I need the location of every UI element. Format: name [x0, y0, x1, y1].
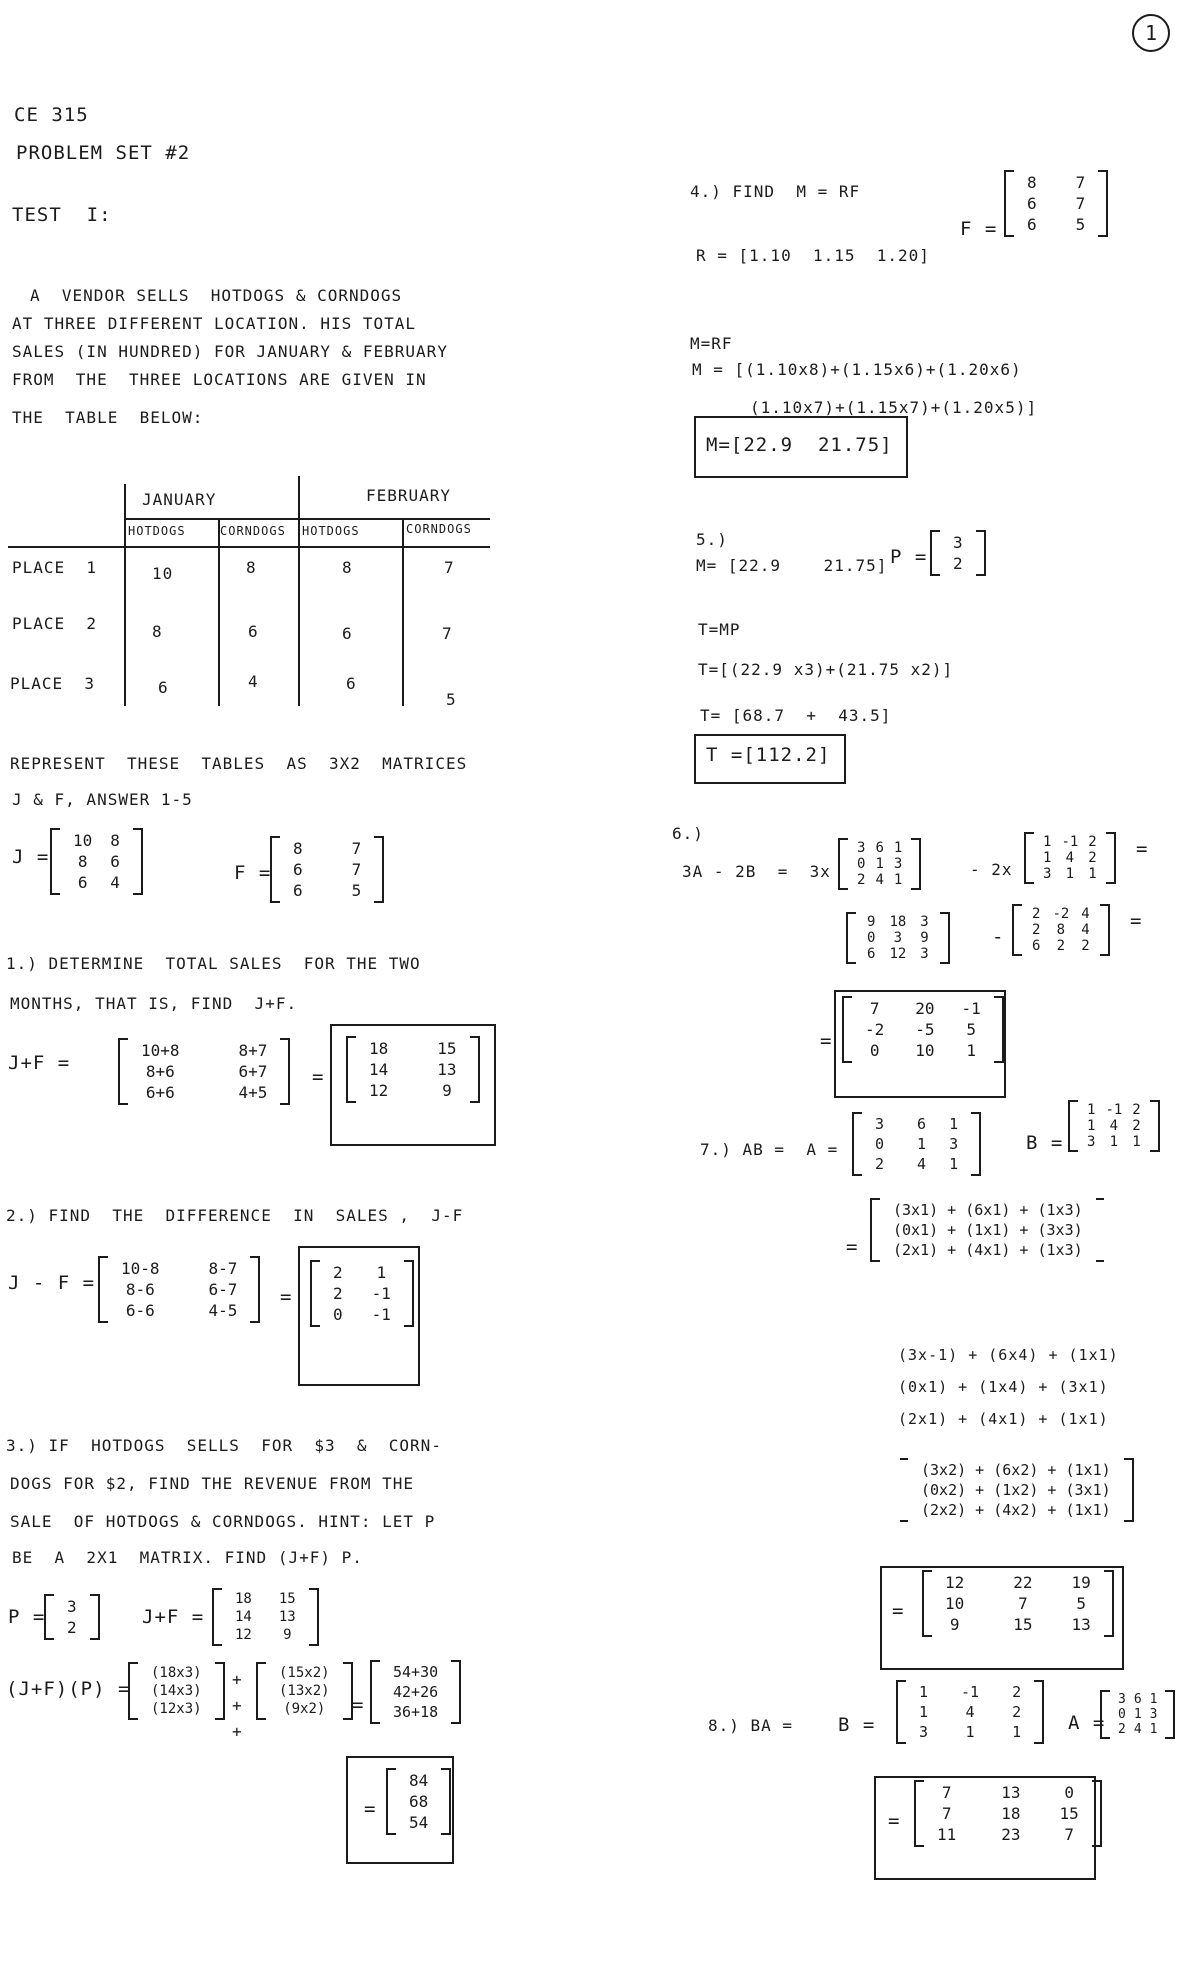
matrix-cell: 8-7: [208, 1259, 238, 1278]
matrix-cell: 1: [1132, 1134, 1141, 1150]
course-code: CE 315: [14, 104, 89, 126]
q4-f-label: F =: [960, 218, 998, 240]
q6-expression: 3A - 2B = 3x: [682, 862, 831, 881]
month-february: FEBRUARY: [366, 486, 452, 505]
matrix-cell: 2: [1132, 1102, 1141, 1118]
matrix-cell: (12x3): [151, 1701, 202, 1717]
matrix-cell: 0: [1118, 1707, 1126, 1722]
matrix-j-label: J =: [12, 846, 50, 868]
matrix-cell: 2: [1056, 938, 1066, 954]
matrix-cell: 1: [1149, 1722, 1158, 1737]
matrix-cell: 2: [1118, 1722, 1126, 1737]
matrix-cell: 9: [867, 914, 876, 930]
matrix-cell: 4: [965, 1703, 975, 1721]
matrix-cell: 3: [1149, 1707, 1158, 1722]
matrix-cell: 15: [437, 1039, 457, 1058]
matrix-cell: (18x3): [151, 1665, 202, 1681]
matrix-cell: (3x1) + (6x1) + (1x3): [893, 1201, 1083, 1219]
matrix-cell: 6: [293, 860, 303, 879]
matrix-cell: 4: [917, 1155, 927, 1173]
q2-label: J - F =: [8, 1272, 96, 1294]
matrix-cell: 4: [1133, 1722, 1142, 1737]
col-header: HOTDOGS: [302, 524, 360, 538]
matrix-cell: -1: [961, 999, 981, 1018]
q8-a-matrix: [1100, 1690, 1175, 1739]
matrix-cell: 1: [893, 840, 903, 856]
q1-label: J+F =: [8, 1052, 71, 1074]
q3-text: BE A 2X1 MATRIX. FIND (J+F) P.: [12, 1548, 363, 1567]
matrix-cell: 42+26: [393, 1683, 439, 1701]
matrix-cell: 2: [1012, 1703, 1022, 1721]
matrix-cell: 1: [1109, 1134, 1119, 1150]
q3-text: SALE OF HOTDOGS & CORNDOGS. HINT: LET P: [10, 1512, 436, 1531]
matrix-cell: 1: [1012, 1723, 1022, 1741]
q2-text: 2.) FIND THE DIFFERENCE IN SALES , J-F: [6, 1206, 464, 1225]
matrix-cell: 3: [67, 1597, 77, 1616]
matrix-cell: (2x2) + (4x2) + (1x1): [921, 1501, 1111, 1519]
plus-sign: +: [232, 1696, 243, 1715]
matrix-cell: 12: [369, 1081, 389, 1100]
q6-result-matrix: [842, 996, 1004, 1063]
matrix-j: [50, 828, 143, 895]
matrix-cell: -5: [915, 1020, 935, 1039]
matrix-cell: 1: [1133, 1707, 1142, 1722]
matrix-cell: 4: [110, 873, 120, 892]
q4-f-matrix: [1004, 170, 1108, 237]
matrix-cell: 8-6: [125, 1280, 155, 1299]
matrix-cell: 12: [945, 1573, 965, 1592]
matrix-cell: 2: [1012, 1683, 1022, 1701]
q3-jf-label: J+F =: [142, 1606, 205, 1628]
month-january: JANUARY: [142, 490, 217, 509]
matrix-cell: (3x2) + (6x2) + (1x1): [921, 1461, 1111, 1479]
matrix-cell: 1: [1088, 866, 1097, 882]
matrix-cell: 2: [1032, 922, 1041, 938]
matrix-cell: 1: [893, 872, 903, 888]
q3-result-matrix: [386, 1768, 451, 1835]
matrix-cell: 4: [875, 872, 884, 888]
equals: =: [280, 1286, 293, 1308]
matrix-cell: 4: [1081, 922, 1090, 938]
matrix-cell: 8: [1056, 922, 1066, 938]
matrix-cell: 5: [1076, 1594, 1086, 1613]
q6-label: 6.): [672, 824, 704, 843]
matrix-cell: 1: [1087, 1102, 1096, 1118]
matrix-cell: 3: [1118, 1692, 1126, 1707]
matrix-cell: 54: [409, 1813, 429, 1832]
matrix-cell: 22: [1013, 1573, 1033, 1592]
matrix-cell: 1: [1065, 866, 1075, 882]
matrix-cell: 3: [875, 1115, 885, 1133]
matrix-cell: 7: [351, 860, 362, 879]
matrix-cell: 0: [867, 930, 876, 946]
matrix-cell: 10: [915, 1041, 935, 1060]
q6-2b-matrix: [1012, 904, 1110, 956]
q1-text: MONTHS, THAT IS, FIND J+F.: [10, 994, 298, 1013]
matrix-cell: 6: [875, 840, 884, 856]
matrix-cell: 3: [893, 856, 903, 872]
matrix-cell: 1: [917, 1135, 927, 1153]
q5-work: T=[(22.9 x3)+(21.75 x2)]: [698, 660, 954, 679]
matrix-cell: 4: [1065, 850, 1075, 866]
matrix-cell: 14: [235, 1609, 252, 1625]
matrix-cell: 2: [1088, 850, 1097, 866]
matrix-cell: 8+7: [238, 1041, 268, 1060]
matrix-cell: 2: [67, 1618, 77, 1637]
matrix-cell: 7: [1064, 1825, 1074, 1844]
q7-col3-work: [900, 1458, 1134, 1522]
matrix-cell: 9: [949, 1615, 960, 1634]
test-label: TEST I:: [12, 204, 112, 226]
cell: 7: [442, 624, 453, 643]
matrix-cell: -1: [371, 1305, 391, 1324]
matrix-cell: (15x2): [279, 1665, 330, 1681]
matrix-cell: 7: [351, 839, 362, 858]
q5-work: T= [68.7 + 43.5]: [700, 706, 892, 725]
matrix-cell: 3: [1087, 1134, 1096, 1150]
q8-b-matrix: [896, 1680, 1044, 1744]
matrix-cell: 19: [1071, 1573, 1091, 1592]
matrix-cell: (0x2) + (1x2) + (3x1): [921, 1481, 1111, 1499]
matrix-cell: 6: [110, 852, 120, 871]
q5-label: 5.): [696, 530, 728, 549]
matrix-cell: 4-5: [208, 1301, 238, 1320]
matrix-cell: 10+8: [141, 1041, 180, 1060]
matrix-cell: 0: [857, 856, 866, 872]
matrix-cell: 14: [369, 1060, 389, 1079]
matrix-cell: -2: [865, 1020, 885, 1039]
q7-col1-work: [870, 1198, 1104, 1262]
matrix-cell: 13: [1071, 1615, 1091, 1634]
q3-product-label: (J+F)(P) =: [6, 1678, 131, 1700]
matrix-cell: 1: [1087, 1118, 1096, 1134]
matrix-cell: 54+30: [393, 1663, 439, 1681]
q7-b-label: B =: [1026, 1132, 1064, 1154]
matrix-cell: 20: [915, 999, 935, 1018]
matrix-cell: 7: [1018, 1594, 1028, 1613]
matrix-cell: 1: [965, 1723, 975, 1741]
matrix-cell: 0: [869, 1041, 880, 1060]
equals: =: [312, 1066, 325, 1088]
q8-b-label: B =: [838, 1714, 876, 1736]
matrix-cell: 8: [110, 831, 120, 850]
matrix-cell: 68: [409, 1792, 429, 1811]
matrix-cell: 6: [77, 873, 88, 892]
matrix-cell: 23: [1001, 1825, 1021, 1844]
q5-p-matrix: [930, 530, 986, 576]
matrix-cell: 1: [1043, 834, 1052, 850]
matrix-cell: 1: [966, 1041, 976, 1060]
matrix-cell: (0x1) + (1x1) + (3x3): [893, 1221, 1083, 1239]
cell: 6: [346, 674, 357, 693]
matrix-cell: 5: [966, 1020, 976, 1039]
q1-work-matrix: [118, 1038, 290, 1105]
equals: =: [820, 1030, 833, 1052]
plus-sign: +: [232, 1722, 243, 1741]
q1-result-matrix: [346, 1036, 480, 1103]
matrix-cell: 0: [875, 1135, 885, 1153]
cell: 8: [342, 558, 353, 577]
matrix-cell: 5: [1075, 215, 1086, 234]
equals: =: [1130, 910, 1143, 932]
matrix-cell: 6: [1027, 215, 1037, 234]
matrix-cell: -2: [1052, 906, 1070, 922]
matrix-cell: 8: [1027, 173, 1037, 192]
matrix-cell: 10: [73, 831, 93, 850]
row-label: PLACE 2: [12, 614, 98, 633]
matrix-cell: 3: [893, 930, 903, 946]
matrix-cell: 8: [77, 852, 88, 871]
matrix-f-label: F =: [234, 862, 272, 884]
matrix-cell: 2: [857, 872, 866, 888]
equals: =: [846, 1236, 859, 1258]
matrix-cell: 3: [949, 1135, 959, 1153]
cell: 6: [248, 622, 259, 641]
row-label: PLACE 1: [12, 558, 98, 577]
q7-a-matrix: [852, 1112, 981, 1176]
plus-sign: +: [232, 1670, 243, 1689]
matrix-cell: 10-8: [121, 1259, 160, 1278]
matrix-cell: 18: [1001, 1804, 1021, 1823]
q5-p-label: P =: [890, 546, 928, 568]
matrix-cell: 10: [945, 1594, 965, 1613]
matrix-cell: 7: [869, 999, 880, 1018]
q3-sum-matrix: [370, 1660, 461, 1724]
equals: =: [1136, 838, 1149, 860]
matrix-cell: 15: [1013, 1615, 1033, 1634]
matrix-cell: 7: [941, 1804, 952, 1823]
matrix-cell: 2: [333, 1263, 343, 1282]
q8-label: 8.) BA =: [708, 1716, 794, 1735]
matrix-cell: 6: [1133, 1692, 1142, 1707]
matrix-cell: -1: [1105, 1102, 1123, 1118]
matrix-cell: 4: [1081, 906, 1090, 922]
matrix-cell: 1: [949, 1155, 959, 1173]
q3-jf-matrix: [212, 1588, 319, 1646]
q4-work: M=RF: [690, 334, 733, 353]
q6-minus-2x: - 2x: [970, 860, 1013, 879]
matrix-cell: 2: [333, 1284, 343, 1303]
matrix-cell: 2: [1132, 1118, 1141, 1134]
q3-product-right: [256, 1662, 353, 1720]
matrix-cell: 8+6: [145, 1062, 175, 1081]
matrix-cell: 12: [889, 946, 907, 962]
matrix-cell: 1: [1149, 1692, 1158, 1707]
matrix-cell: 18: [235, 1591, 252, 1607]
minus-sign: -: [992, 926, 1005, 948]
matrix-cell: 15: [278, 1591, 296, 1607]
cell: 10: [152, 564, 174, 583]
matrix-cell: 13: [278, 1609, 296, 1625]
matrix-cell: 5: [351, 881, 362, 900]
matrix-cell: (13x2): [279, 1683, 330, 1699]
represent-text: J & F, ANSWER 1-5: [12, 790, 193, 809]
matrix-cell: 1: [1043, 850, 1052, 866]
matrix-cell: 9: [442, 1081, 452, 1100]
matrix-cell: -1: [1061, 834, 1079, 850]
matrix-cell: 13: [437, 1060, 457, 1079]
q8-result-matrix: [914, 1780, 1102, 1847]
matrix-cell: 1: [875, 856, 884, 872]
q2-work-matrix: [98, 1256, 260, 1323]
col-header: CORNDOGS: [220, 524, 286, 538]
equals: =: [892, 1600, 905, 1622]
matrix-cell: 9: [920, 930, 929, 946]
matrix-cell: 1: [949, 1115, 959, 1133]
matrix-cell: 7: [1075, 194, 1086, 213]
q5-work: T=MP: [698, 620, 741, 639]
q4-work: (1.10x7)+(1.15x7)+(1.20x5)]: [750, 398, 1038, 417]
matrix-cell: 3: [920, 946, 929, 962]
matrix-cell: 3: [919, 1723, 929, 1741]
matrix-cell: 6: [293, 881, 303, 900]
matrix-cell: 1: [376, 1263, 387, 1282]
matrix-f: [270, 836, 384, 903]
matrix-cell: 2: [953, 554, 963, 573]
matrix-cell: 18: [889, 914, 907, 930]
cell: 5: [446, 690, 457, 709]
q2-result-matrix: [310, 1260, 414, 1327]
col-header: HOTDOGS: [128, 524, 186, 538]
matrix-cell: 4: [1109, 1118, 1119, 1134]
matrix-cell: 2: [1032, 906, 1041, 922]
matrix-cell: 6+7: [238, 1062, 268, 1081]
matrix-cell: 6: [1032, 938, 1041, 954]
matrix-cell: 7: [1075, 173, 1086, 192]
q6-a-matrix: [838, 838, 921, 890]
matrix-cell: 6-7: [208, 1280, 238, 1299]
cell: 6: [342, 624, 353, 643]
q5-m-vector: M= [22.9 21.75]: [696, 556, 888, 575]
q7-b-matrix: [1068, 1100, 1160, 1152]
matrix-cell: 9: [283, 1627, 292, 1643]
matrix-cell: 7: [941, 1783, 952, 1802]
q1-text: 1.) DETERMINE TOTAL SALES FOR THE TWO: [6, 954, 421, 973]
cell: 8: [246, 558, 257, 577]
q7-label: 7.) AB = A =: [700, 1140, 839, 1159]
matrix-cell: -1: [961, 1683, 980, 1701]
matrix-cell: 18: [369, 1039, 389, 1058]
matrix-cell: 3: [920, 914, 929, 930]
cell: 7: [444, 558, 455, 577]
equals: =: [888, 1810, 901, 1832]
q8-a-label: A =: [1068, 1712, 1106, 1734]
q3-text: 3.) IF HOTDOGS SELLS FOR $3 & CORN-: [6, 1436, 442, 1455]
matrix-cell: 6: [1027, 194, 1037, 213]
matrix-cell: 1: [919, 1683, 929, 1701]
represent-text: REPRESENT THESE TABLES AS 3X2 MATRICES: [10, 754, 468, 773]
q3-p-matrix: [44, 1594, 100, 1640]
matrix-cell: -1: [371, 1284, 391, 1303]
matrix-cell: (14x3): [151, 1683, 202, 1699]
matrix-cell: 6-6: [125, 1301, 155, 1320]
matrix-cell: 3: [857, 840, 866, 856]
matrix-cell: 84: [409, 1771, 429, 1790]
cell: 6: [158, 678, 169, 697]
matrix-cell: 0: [1064, 1783, 1074, 1802]
problem-set-title: PROBLEM SET #2: [16, 142, 191, 164]
q4-result: M=[22.9 21.75]: [706, 434, 893, 456]
matrix-cell: 4+5: [238, 1083, 268, 1102]
q3-p-label: P =: [8, 1606, 46, 1628]
matrix-cell: 6: [867, 946, 876, 962]
matrix-cell: 12: [235, 1627, 252, 1643]
matrix-cell: 1: [919, 1703, 929, 1721]
matrix-cell: 15: [1059, 1804, 1079, 1823]
page-number: 1: [1132, 14, 1170, 52]
cell: 8: [152, 622, 163, 641]
matrix-cell: (2x1) + (4x1) + (1x3): [893, 1241, 1083, 1259]
matrix-cell: (9x2): [283, 1701, 326, 1717]
matrix-cell: 13: [1001, 1783, 1021, 1802]
q3-product-left: [128, 1662, 225, 1720]
matrix-cell: 11: [937, 1825, 957, 1844]
matrix-cell: 2: [1081, 938, 1090, 954]
matrix-cell: 6: [917, 1115, 927, 1133]
matrix-cell: 8: [293, 839, 303, 858]
matrix-cell: 0: [333, 1305, 343, 1324]
matrix-cell: 3: [953, 533, 963, 552]
q4-r-vector: R = [1.10 1.15 1.20]: [696, 246, 930, 265]
matrix-cell: 36+18: [393, 1703, 439, 1721]
matrix-cell: 6+6: [145, 1083, 175, 1102]
q6-3a-matrix: [846, 912, 950, 964]
q6-b-matrix: [1024, 832, 1116, 884]
equals: =: [364, 1798, 377, 1820]
q3-text: DOGS FOR $2, FIND THE REVENUE FROM THE: [10, 1474, 415, 1493]
matrix-cell: 2: [1088, 834, 1097, 850]
q7-result-matrix: [922, 1570, 1114, 1637]
col-header: CORNDOGS: [406, 522, 472, 536]
q4-text: 4.) FIND M = RF: [690, 182, 861, 201]
matrix-cell: 2: [875, 1155, 885, 1173]
equals: =: [352, 1694, 365, 1716]
cell: 4: [248, 672, 259, 691]
matrix-cell: 3: [1043, 866, 1052, 882]
q5-result: T =[112.2]: [706, 744, 831, 766]
row-label: PLACE 3: [10, 674, 96, 693]
q4-work: M = [(1.10x8)+(1.15x6)+(1.20x6): [692, 360, 1022, 379]
